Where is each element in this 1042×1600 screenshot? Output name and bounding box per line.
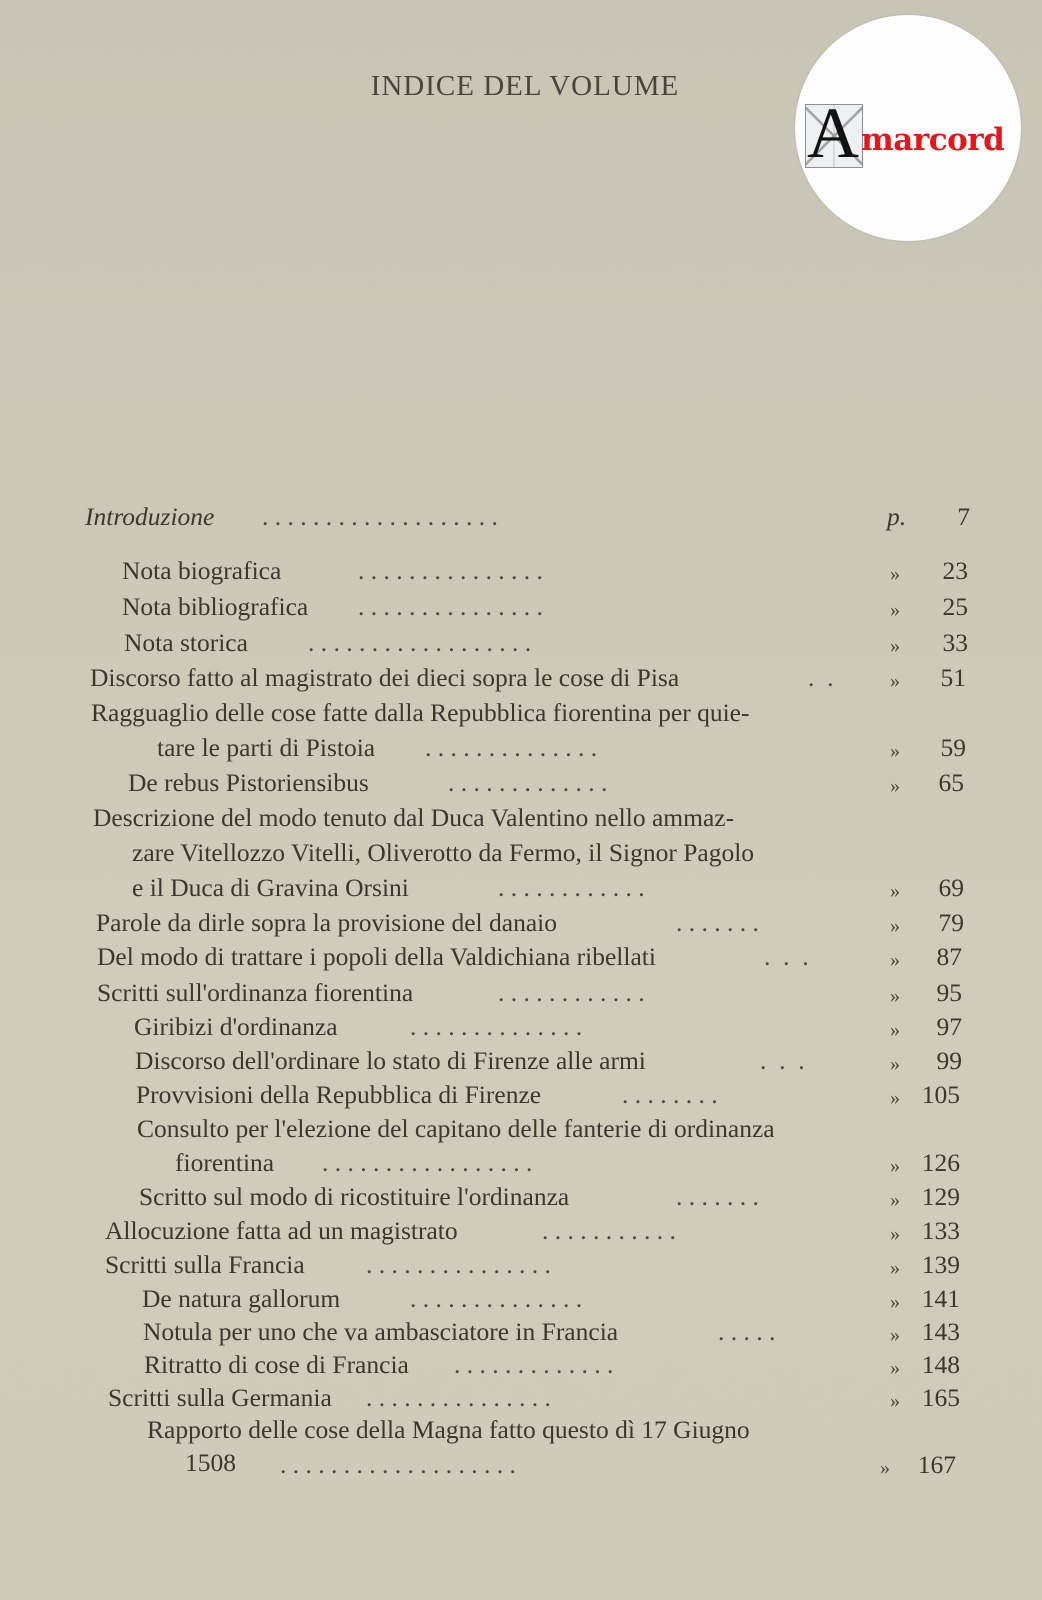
logo-letter: A <box>807 93 859 173</box>
amarcord-logo-badge <box>795 15 1021 241</box>
logo-wordmark: marcord <box>861 122 1005 158</box>
toc-entry-title: Scritti sull'ordinanza fiorentina <box>97 978 414 1007</box>
toc-entry-continuation: fiorentina <box>175 1148 275 1177</box>
page-number: 87 <box>936 942 962 971</box>
page-number: 165 <box>921 1383 960 1412</box>
toc-entry-continuation: zare Vitellozzo Vitelli, Oliverotto da Fermo, il Signor Pagolo <box>132 838 755 867</box>
toc-entry-continuation: 1508 <box>185 1448 236 1477</box>
leader-dots: . . . . . . . . <box>622 1080 718 1109</box>
page-number: 99 <box>936 1046 962 1075</box>
ditto-marker: » <box>890 740 900 762</box>
page-number: 79 <box>938 908 964 937</box>
page-number: 65 <box>938 768 964 797</box>
toc-entry-title: Ragguaglio delle cose fatte dalla Repubblica fiorentina per quie- <box>91 698 750 727</box>
leader-dots: . . . . . . . . . . . . <box>498 978 645 1007</box>
leader-dots: . . . . . . . . . . . . . . <box>410 1012 583 1041</box>
toc-entry-title: De natura gallorum <box>142 1284 341 1313</box>
toc-entry-title: Nota bibliografica <box>122 592 309 621</box>
toc-entry-title: Scritti sulla Francia <box>105 1250 305 1279</box>
ditto-marker: » <box>880 1457 890 1479</box>
toc-entry-title: Notula per uno che va ambasciatore in Francia <box>143 1317 619 1346</box>
toc-entry-title: Parole da dirle sopra la provisione del danaio <box>96 908 557 937</box>
ditto-marker: » <box>890 1087 900 1109</box>
ditto-marker: » <box>890 1257 900 1279</box>
ditto-marker: » <box>890 670 900 692</box>
page-title: INDICE DEL VOLUME <box>370 70 680 102</box>
page-number: 97 <box>936 1012 962 1041</box>
ditto-marker: » <box>890 599 900 621</box>
leader-dots: . . . . . . . . . . . . . . . . . <box>322 1148 533 1177</box>
leader-dots: . . . . . . . . . . . . . . . <box>366 1250 551 1279</box>
ditto-marker: » <box>890 1357 900 1379</box>
toc-entry-title: Discorso fatto al magistrato dei dieci sopra le cose di Pisa <box>90 663 680 692</box>
page-number: 33 <box>942 628 968 657</box>
ditto-marker: » <box>890 1189 900 1211</box>
page-number: 95 <box>936 978 962 1007</box>
toc-entry-title: Giribizi d'ordinanza <box>134 1012 338 1041</box>
ditto-marker: » <box>890 985 900 1007</box>
toc-entry-title: De rebus Pistoriensibus <box>128 768 369 797</box>
page-prefix: p. <box>887 502 907 531</box>
ditto-marker: » <box>890 1324 900 1346</box>
ditto-marker: » <box>890 915 900 937</box>
toc-entry-title: Discorso dell'ordinare lo stato di Firenze alle armi <box>135 1046 646 1075</box>
toc-entry-title: Nota biografica <box>122 556 282 585</box>
leader-dots: . . . . . . . . . . . . . . . <box>358 556 543 585</box>
leader-dots: . . . . . . . . . . . . <box>498 873 645 902</box>
page-number: 69 <box>938 873 964 902</box>
leader-dots: . . . . . . . . . . . . . . . <box>366 1383 551 1412</box>
leader-dots: . . . . . . . . . . . . . . . . . . . <box>262 502 498 531</box>
toc-entry-continuation: tare le parti di Pistoia <box>157 733 376 762</box>
page-number: 51 <box>940 663 966 692</box>
leader-dots: . . . . . . . . . . . . . . . . . . . <box>280 1450 516 1479</box>
page-number: 126 <box>921 1148 960 1177</box>
ditto-marker: » <box>890 1053 900 1075</box>
page-number: 105 <box>921 1080 960 1109</box>
page-number: 139 <box>921 1250 960 1279</box>
toc-entry-title: Scritto sul modo di ricostituire l'ordinanza <box>139 1182 570 1211</box>
page-number: 25 <box>942 592 968 621</box>
ditto-marker: » <box>890 775 900 797</box>
ditto-marker: » <box>890 563 900 585</box>
page-number: 141 <box>921 1284 960 1313</box>
leader-dots: . . . . . . . . . . . . . . <box>425 733 598 762</box>
leader-dots: . . . . . . . . . . . <box>542 1216 676 1245</box>
leader-dots: . . . . . . . . . . . . . . . . . . <box>308 628 532 657</box>
leader-dots: . . . . . . . . . . . . . . . <box>358 592 543 621</box>
toc-entry-continuation: e il Duca di Gravina Orsini <box>132 873 409 902</box>
toc-entry-title: Rapporto delle cose della Magna fatto questo dì 17 Giugno <box>147 1415 750 1444</box>
page-number: 59 <box>940 733 966 762</box>
leader-dots: . . . <box>760 1046 805 1075</box>
toc-entry-title: Scritti sulla Germania <box>108 1383 332 1412</box>
page-number: 167 <box>917 1450 956 1479</box>
toc-entry-title: Allocuzione fatta ad un magistrato <box>105 1216 458 1245</box>
toc-entry-title: Descrizione del modo tenuto dal Duca Valentino nello ammaz- <box>93 803 735 832</box>
toc-entry-title: Del modo di trattare i popoli della Valdichiana ribellati <box>97 942 656 971</box>
ditto-marker: » <box>890 880 900 902</box>
leader-dots: . . . . . . . . . . . . . <box>454 1350 614 1379</box>
ditto-marker: » <box>890 1223 900 1245</box>
ditto-marker: » <box>890 1155 900 1177</box>
leader-dots: . . . . . . . <box>676 1182 759 1211</box>
toc-entry-title: Ritratto di cose di Francia <box>144 1350 409 1379</box>
leader-dots: . . <box>808 663 834 692</box>
page-number: 23 <box>942 556 968 585</box>
toc-entry-title: Provvisioni della Repubblica di Firenze <box>136 1080 542 1109</box>
toc-entry-title: Consulto per l'elezione del capitano delle fanterie di ordinanza <box>137 1114 775 1143</box>
leader-dots: . . . <box>764 942 809 971</box>
ditto-marker: » <box>890 635 900 657</box>
ditto-marker: » <box>890 949 900 971</box>
page-number: 7 <box>957 502 970 531</box>
ditto-marker: » <box>890 1019 900 1041</box>
page-number: 129 <box>921 1182 960 1211</box>
leader-dots: . . . . . <box>718 1317 776 1346</box>
leader-dots: . . . . . . . . . . . . . . <box>410 1284 583 1313</box>
leader-dots: . . . . . . . <box>676 908 759 937</box>
page-number: 133 <box>921 1216 960 1245</box>
leader-dots: . . . . . . . . . . . . . <box>448 768 608 797</box>
ditto-marker: » <box>890 1291 900 1313</box>
page-number: 148 <box>921 1350 960 1379</box>
toc-entry-title: Introduzione <box>85 502 215 531</box>
toc-entry-title: Nota storica <box>124 628 248 657</box>
ditto-marker: » <box>890 1390 900 1412</box>
page-number: 143 <box>921 1317 960 1346</box>
